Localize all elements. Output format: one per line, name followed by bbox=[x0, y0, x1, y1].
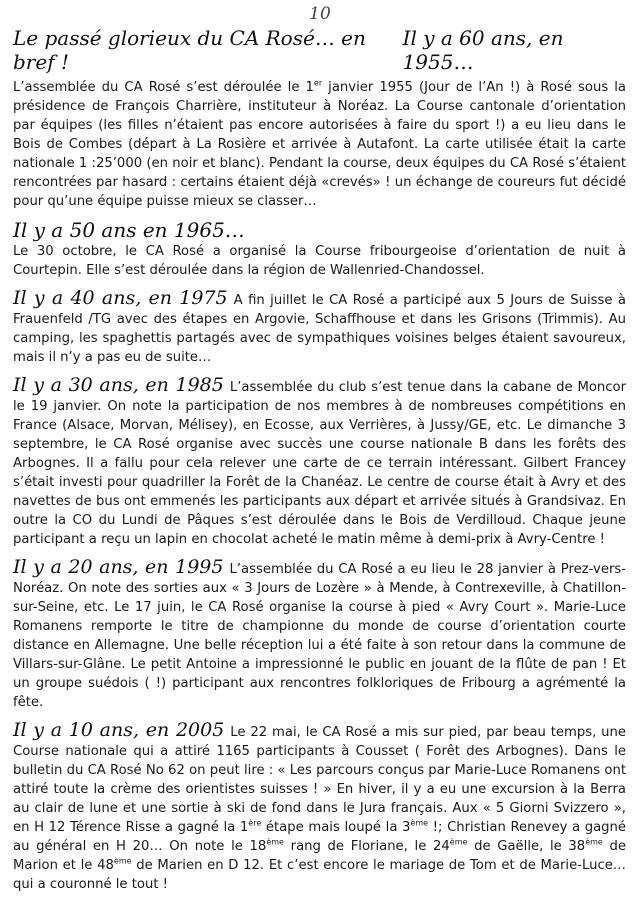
document-header bbox=[13, 26, 626, 74]
section-heading-1955: Il y a 60 ans, en 1955… bbox=[402, 26, 564, 74]
document-body bbox=[13, 26, 626, 894]
section-text-1985 bbox=[13, 374, 626, 549]
section-heading-1985: Il y a 30 ans, en 1985 bbox=[13, 374, 224, 396]
document-title: Le passé glorieux du CA Rosé… en bref ! bbox=[13, 26, 366, 74]
section-heading-2005: Il y a 10 ans, en 2005 bbox=[13, 719, 225, 741]
section-body-1975: A fin juillet le CA Rosé a participé aux 5 Jours de Suisse à Frauenfeld /TG avec des étapes en Argovie, Schaffhouse et dans les Grisons (Trimmis). Au camping, les spaghettis partagés avec de sympathiques voisines belges étaient savoureux, mais il n’y a pas eu de suite… bbox=[13, 293, 626, 365]
section-text-1955: L’assemblée du CA Rosé s’est déroulée le 1er janvier 1955 (Jour de l’An !) à Rosé sous la présidence de François Charrière, instituteur à Noréaz. La Course cantonale d’orientation par équipes (les filles n’étaient pas encore autorisées à faire du sport !) a eu lieu dans le Bois de Combes (départ à La Rosière et arrivée à Autafont. La carte utilisée était la carte nationale 1 :25’000 (en noir et blanc). Pendant la course, deux équipes du CA Rosé s’étaient rencontrées par hasard : certains étaient déjà «crevés» ! un échange de coureurs fut décidé pour qu’une équipe puisse mieux se classer… bbox=[13, 78, 626, 209]
section-body-1985: L’assemblée du club s’est tenue dans la cabane de Moncor le 19 janvier. On note la participation de nos membres à de nombreuses compétitions en France (Alsace, Morvan, Mélisey), en Ecosse, aux Verrières, à Jussy/GE, etc. Le dimanche 3 septembre, le CA Rosé organise avec succès une course nationale B dans les forêts des Arbognes. Il a fallu pour cela relever une carte de ce terrain intéressant. Gilbert Francey s’était investi pour quadriller la Forêt de la Chanéaz. Le centre de course était à Avry et des navettes de bus ont emmenés les participants aux départ et arrivée situés à Grandsivaz. En outre la CO du Lundi de Pâques s’est déroulée dans le Bois de Verdilloud. Chaque jeune participant a reçu un lapin en chocolat acheté le matin même à demi-prix à Avry-Centre ! bbox=[13, 380, 626, 547]
section-text-2005 bbox=[13, 719, 626, 894]
section-heading-1975: Il y a 40 ans, en 1975 bbox=[13, 287, 228, 309]
section-text-1975 bbox=[13, 287, 626, 367]
section-heading-1995: Il y a 20 ans, en 1995 bbox=[13, 556, 224, 578]
section-1995 bbox=[13, 556, 626, 712]
section-1955 bbox=[13, 78, 626, 211]
section-body-1995: L’assemblée du CA Rosé a eu lieu le 28 janvier à Prez-vers-Noréaz. On note des sorties aux « 3 Jours de Lozère » à Mende, à Contrexeville, à Chatillon-sur-Seine, etc. Le 17 juin, le CA Rosé organise la course à pied « Avry Court ». Marie-Luce Romanens remporte le titre de championne du monde de course d’orientation courte distance en Allemagne. Une belle réception lui a été faite à son retour dans la commune de Villars-sur-Glâne. Le petit Antoine a impressionné le public en jouant de la flûte de pan ! Et un groupe suédois ( !) participant aux rencontres folkloriques de Fribourg a agrémenté la fête. bbox=[13, 562, 626, 710]
section-1985 bbox=[13, 374, 626, 549]
section-body-2005: Le 22 mai, le CA Rosé a mis sur pied, par beau temps, une Course nationale qui a attiré 1165 participants à Cousset ( Forêt des Arbognes). Dans le bulletin du CA Rosé No 62 on peut lire : « Les parcours conçus par Marie-Luce Romanens ont attiré toute la crème des orientistes suisses ! » En hiver, il y a eu une excursion à la Berra au clair de lune et une sortie à ski de fond dans le Jura français. Aux « 5 Giorni Svizzero », en H 12 Térence Risse a gagné la 1ère étape mais loupé la 3ème !; Christian Renevey a gagné au général en H 20… On note le 18ème rang de Floriane, le 24ème de Gaëlle, le 38ème de Marion et le 48ème de Marien en D 12. Et c’est encore le mariage de Tom et de Marie-Luce… qui a couronné le tout ! bbox=[13, 725, 627, 892]
section-text-1965: Le 30 octobre, le CA Rosé a organisé la Course fribourgeoise d’orientation de nuit à Courtepin. Elle s’est déroulée dans la région de Wallenried-Chandossel. bbox=[13, 244, 626, 278]
section-heading-1965: Il y a 50 ans en 1965… bbox=[13, 218, 245, 242]
section-1975 bbox=[13, 287, 626, 367]
section-1965 bbox=[13, 218, 626, 280]
section-text-1995 bbox=[13, 556, 626, 712]
section-2005 bbox=[13, 719, 626, 894]
page-number: 10 bbox=[309, 4, 331, 24]
